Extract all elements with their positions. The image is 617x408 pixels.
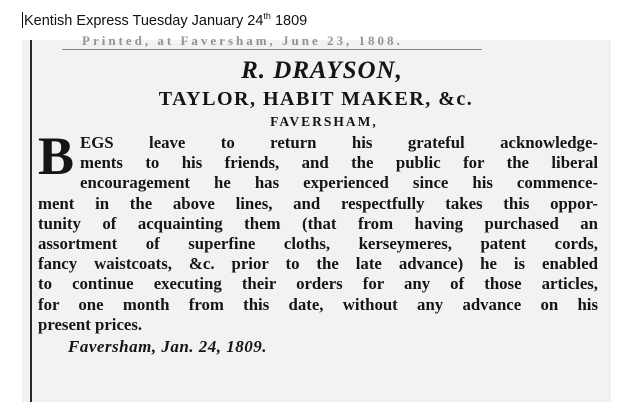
body-line: ments to his friends, and the public for the liberal bbox=[80, 153, 598, 173]
advert-body bbox=[38, 126, 598, 335]
body-line: ment in the above lines, and respectfully takes this oppor- bbox=[38, 193, 598, 213]
body-line: tunity of acquainting them (that from having purchased an bbox=[38, 213, 598, 233]
body-line: fancy waistcoats, &c. prior to the late advance) he is enabled bbox=[38, 254, 598, 274]
advertiser-place: FAVERSHAM, bbox=[270, 114, 378, 129]
text-cursor bbox=[22, 12, 23, 28]
body-line: for one month from this date, without any advance on his bbox=[38, 294, 598, 314]
column-rule bbox=[30, 40, 32, 402]
caption-year: 1809 bbox=[274, 13, 308, 29]
body-line: EGS leave to return his grateful acknowledge- bbox=[80, 133, 598, 152]
caption-ordinal: th bbox=[263, 11, 271, 21]
body-line: encouragement he has experienced since his commence- bbox=[80, 173, 598, 193]
signature-line: Faversham, Jan. 24, 1809. bbox=[68, 337, 268, 357]
advertiser-name: R. DRAYSON, bbox=[241, 57, 403, 84]
body-line: assortment of superfine cloths, kerseymeres, patent cords, bbox=[38, 234, 598, 254]
caption-text: Kentish Express Tuesday January 24 bbox=[24, 13, 264, 29]
drop-cap: B bbox=[38, 126, 75, 186]
advertisement bbox=[38, 56, 598, 357]
body-line: present prices. bbox=[38, 314, 143, 334]
document-caption bbox=[22, 12, 307, 29]
cut-off-header-text: Printed, at Faversham, June 23, 1808. bbox=[82, 33, 403, 48]
top-divider bbox=[62, 49, 482, 50]
newspaper-clipping bbox=[22, 33, 611, 402]
advertiser-trade: TAYLOR, HABIT MAKER, &c. bbox=[158, 88, 474, 110]
body-line: to continue executing their orders for any of those articles, bbox=[38, 274, 598, 294]
